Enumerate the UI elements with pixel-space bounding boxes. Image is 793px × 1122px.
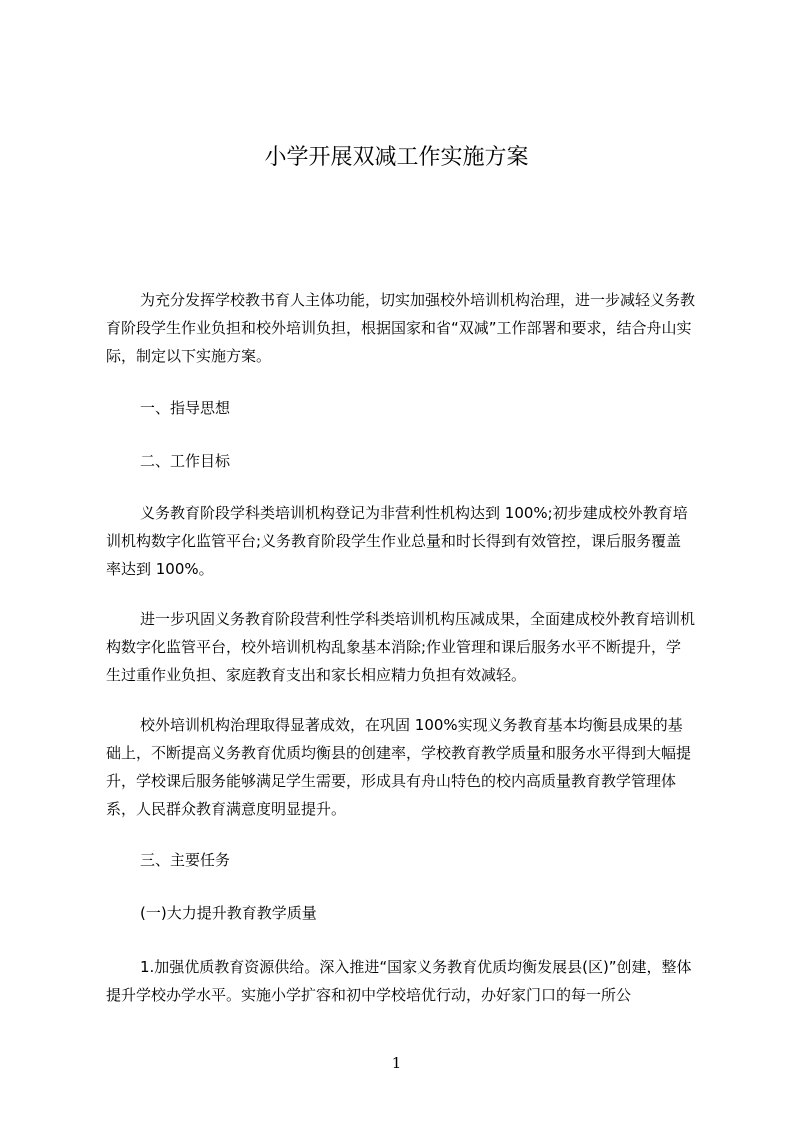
document-title: 小学开展双减工作实施方案	[264, 145, 529, 170]
section-heading-guiding-ideology: 一、指导思想	[140, 399, 231, 417]
intro-paragraph: 为充分发挥学校教书育人主体功能，切实加强校外培训机构治理，进一步减轻义务教育阶段学生作业负担和校外培训负担，根据国家和省“双减”工作部署和要求，结合舟山实际，制定以下实施方案。	[106, 291, 696, 365]
goal-paragraph-1: 义务教育阶段学科类培训机构登记为非营利性机构达到 100%;初步建成校外教育培训机构数字化监管平台;义务教育阶段学生作业总量和时长得到有效管控，课后服务覆盖率达到 100%。	[106, 504, 688, 578]
goal-paragraph-3: 校外培训机构治理取得显著成效，在巩固 100%实现义务教育基本均衡县成果的基础上，不断提高义务教育优质均衡县的创建率，学校教育教学质量和服务水平得到大幅提升，学校课后服务能够满足学生需要，形成具有舟山特色的校内高质量教育教学管理体系，人民群众教育满意度明显提升。	[106, 716, 692, 818]
subsection-heading-quality: (一)大力提升教育教学质量	[140, 904, 317, 922]
task-item-1-paragraph: 1.加强优质教育资源供给。深入推进“国家义务教育优质均衡发展县(区)”创建，整体提升学校办学水平。实施小学扩容和初中学校培优行动，办好家门口的每一所公	[106, 958, 692, 1004]
section-heading-work-goals: 二、工作目标	[140, 452, 231, 470]
page-number: 1	[391, 1054, 402, 1072]
section-heading-main-tasks: 三、主要任务	[140, 851, 231, 869]
goal-paragraph-2: 进一步巩固义务教育阶段营利性学科类培训机构压减成果，全面建成校外教育培训机构数字化监管平台，校外培训机构乱象基本消除;作业管理和课后服务水平不断提升，学生过重作业负担、家庭教育支出和家长相应精力负担有效减轻。	[106, 610, 696, 684]
